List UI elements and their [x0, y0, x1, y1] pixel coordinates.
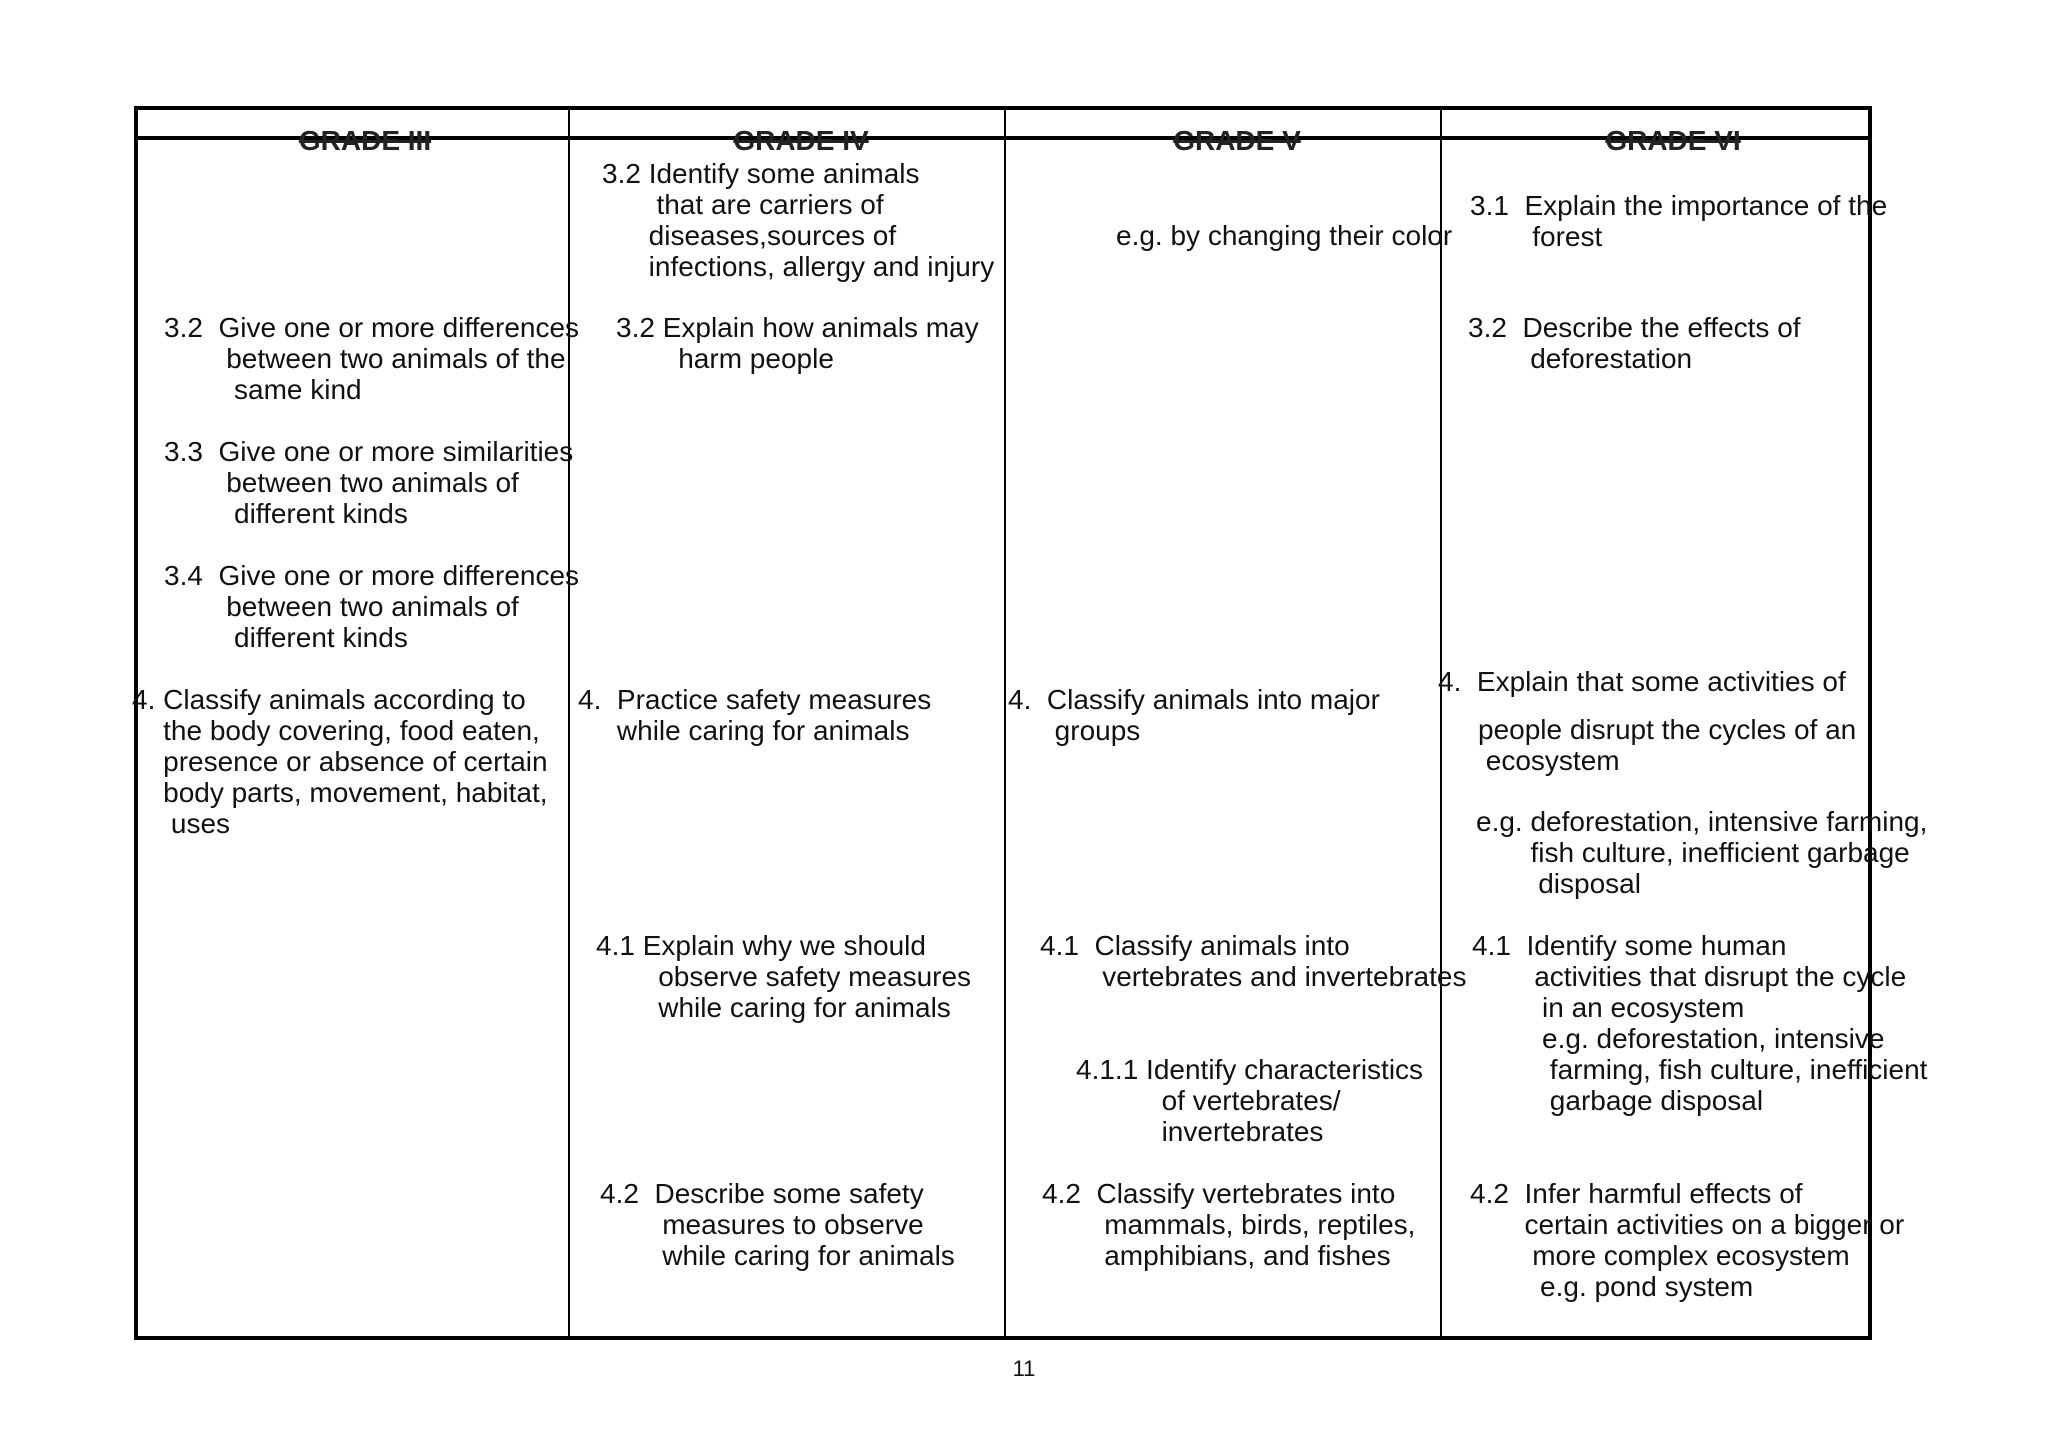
column-divider-2: [1004, 106, 1006, 1340]
grade6-objective-4-heading: 4. Explain that some activities of: [1438, 666, 1846, 697]
grade4-objective-4-1: 4.1 Explain why we should observe safety measures while caring for animals: [596, 930, 972, 1023]
grade5-objective-4-2: 4.2 Classify vertebrates into mammals, birds, reptiles, amphibians, and fishes: [1042, 1178, 1416, 1271]
column-divider-3: [1440, 106, 1442, 1340]
grade3-objective-3-4: 3.4 Give one or more differences between two animals of different kinds: [164, 560, 580, 653]
grade4-objective-4: 4. Practice safety measures while caring for animals: [578, 684, 932, 746]
grade4-objective-4-2: 4.2 Describe some safety measures to observe while caring for animals: [600, 1178, 955, 1271]
grade6-objective-4-1: 4.1 Identify some human activities that disrupt the cycle in an ecosystem e.g. deforestation, intensive farming, fish culture, inefficient garbage disposal: [1472, 930, 1928, 1116]
grade5-objective-4-1-1: 4.1.1 Identify characteristics of vertebrates/ invertebrates: [1076, 1054, 1424, 1147]
grade6-objective-4-body: people disrupt the cycles of an ecosystem: [1478, 714, 1857, 776]
grade4-objective-3-2-identify: 3.2 Identify some animals that are carriers of diseases,sources of infections, allergy and injury: [602, 158, 995, 282]
grade5-example: e.g. by changing their color: [1116, 220, 1453, 251]
grade6-objective-3-2: 3.2 Describe the effects of deforestation: [1468, 312, 1801, 374]
header-grade-3: GRADE III: [298, 125, 432, 156]
grade6-objective-3-1: 3.1 Explain the importance of the forest: [1470, 190, 1888, 252]
grade6-objective-4-example: e.g. deforestation, intensive farming, fish culture, inefficient garbage disposal: [1476, 806, 1928, 899]
grade5-objective-4: 4. Classify animals into major groups: [1008, 684, 1380, 746]
header-grade-6: GRADE VI: [1605, 125, 1741, 156]
grade6-objective-4-2: 4.2 Infer harmful effects of certain activities on a bigger or more complex ecosystem e.g. pond system: [1470, 1178, 1905, 1302]
page-number: 11: [1012, 1356, 1036, 1381]
grade3-objective-4: 4. Classify animals according to the body covering, food eaten, presence or absence of certain body parts, movement, habitat, uses: [132, 684, 548, 839]
grade3-objective-3-2: 3.2 Give one or more differences between two animals of the same kind: [164, 312, 580, 405]
column-divider-1: [568, 106, 570, 1340]
grade4-objective-3-2-explain: 3.2 Explain how animals may harm people: [616, 312, 979, 374]
grade5-objective-4-1: 4.1 Classify animals into vertebrates and invertebrates: [1040, 930, 1467, 992]
grade3-objective-3-3: 3.3 Give one or more similarities between two animals of different kinds: [164, 436, 574, 529]
header-grade-4: GRADE IV: [733, 125, 869, 156]
header-grade-5: GRADE V: [1173, 125, 1301, 156]
